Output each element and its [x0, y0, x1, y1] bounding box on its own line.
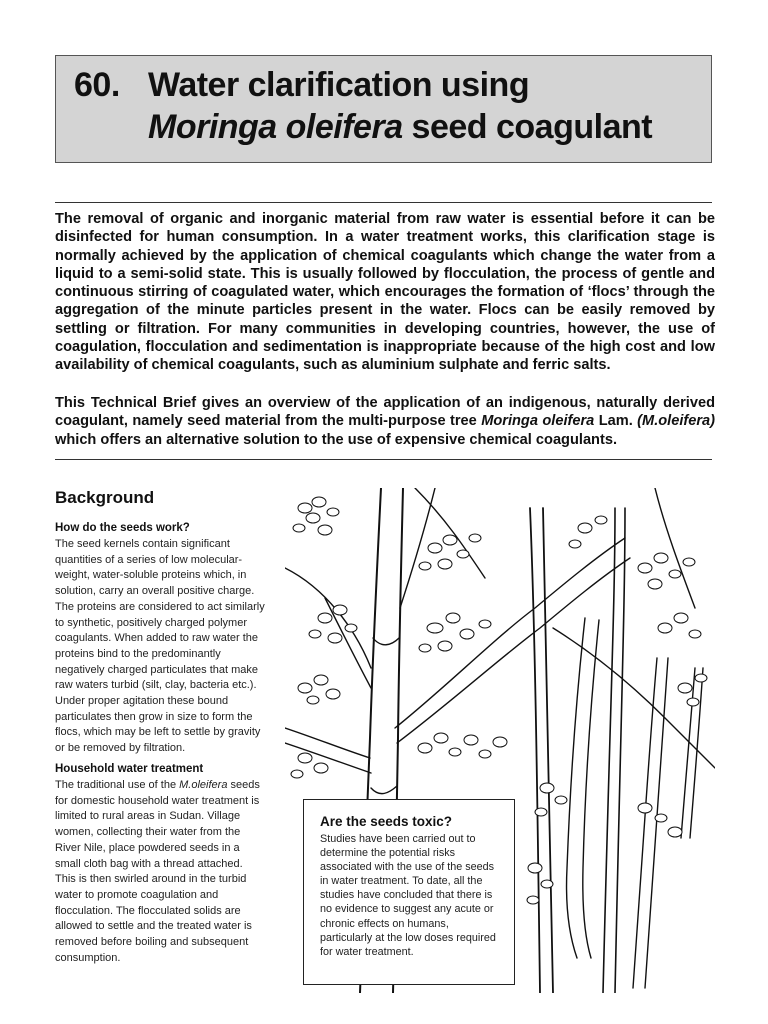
seeds-work-text: The seed kernels contain significant quantities of a series of low molecular-weight, water-soluble proteins which, in solution, carry an overall positive charge. The proteins are considered to act similarly to synthetic, positively charged polymer coagulants. When added to raw water the proteins bind to the predominantly negatively charged particulates that make raw waters turbid (silt, clay, bacteria etc.). Under proper agitation these bound particulates then grow in size to form the flocs, which may be left to settle by gravity or be removed by filtration. — [55, 538, 265, 755]
title-line-2 — [148, 108, 652, 147]
household-text-a: The traditional use of the — [55, 779, 180, 791]
intro-p1-text: The removal of organic and inorganic material from raw water is essential before it can be disinfected for human consumption. In a water treatment works, this clarification stage is normally achieved by the application of chemical coagulants which change the water from a liquid to a semi-solid state. This is usually followed by flocculation, the process of gentle and continuous stirring of coagulated water, which encourages the formation of ‘flocs’ through the aggregation of the minute particles present in the water. Flocs can be easily removed by settling or filtration. For many communities in developing countries, however, the use of coagulation, flocculation and sedimentation is inappropriate because of the high cost and low availability of chemical coagulants, such as aluminium sulphate and ferric salts. — [55, 211, 715, 374]
intro-paragraph-1 — [55, 210, 715, 375]
title-box — [55, 55, 712, 163]
household-text — [55, 778, 265, 966]
brief-number: 60. — [74, 66, 120, 104]
toxicity-heading: Are the seeds toxic? — [320, 814, 453, 829]
background-heading: Background — [55, 488, 155, 507]
title-species-name: Moringa oleifera — [148, 108, 403, 146]
intro-paragraph-2 — [55, 394, 715, 449]
intro-p2-italic-1: Moringa oleifera — [481, 413, 595, 430]
divider-top — [55, 202, 712, 203]
intro-p2-italic-2: (M.oleifera) — [637, 413, 716, 430]
toxicity-sidebar-box — [303, 799, 515, 985]
household-text-b: seeds for domestic household water treatment is limited to rural areas in Sudan. Village women, collecting their water from the River Nile, place powdered seeds in a small cloth bag with a thread attached. This is then swirled around in the turbid water to promote coagulation and flocculation. The flocculated solids are allowed to settle and the treated water is removed before boiling and subsequent consumption. — [55, 779, 260, 964]
subheading-seeds-work: How do the seeds work? — [55, 522, 190, 534]
intro-p2-part-c: which offers an alternative solution to the use of expensive chemical coagulants. — [55, 431, 618, 448]
household-italic: M.oleifera — [179, 779, 228, 791]
toxicity-text: Studies have been carried out to determine the potential risks associated with the use of the seeds in water treatment. To date, all the studies have concluded that there is no evidence to suggest any acute or chronic effects on humans, particularly at the low doses required for water treatment. — [320, 833, 496, 958]
title-line-1: Water clarification using — [148, 66, 530, 104]
title-line-2-rest: seed coagulant — [402, 108, 653, 146]
intro-p2-part-b: Lam. — [594, 413, 638, 430]
intro-p2-part-a: This Technical Brief gives an overview of the application of an indigenous, naturally derived coagulant, namely seed material from the multi-purpose tree — [55, 395, 715, 430]
subheading-household: Household water treatment — [55, 763, 204, 775]
intro-p2-text — [55, 394, 715, 449]
divider-bottom — [55, 459, 712, 460]
